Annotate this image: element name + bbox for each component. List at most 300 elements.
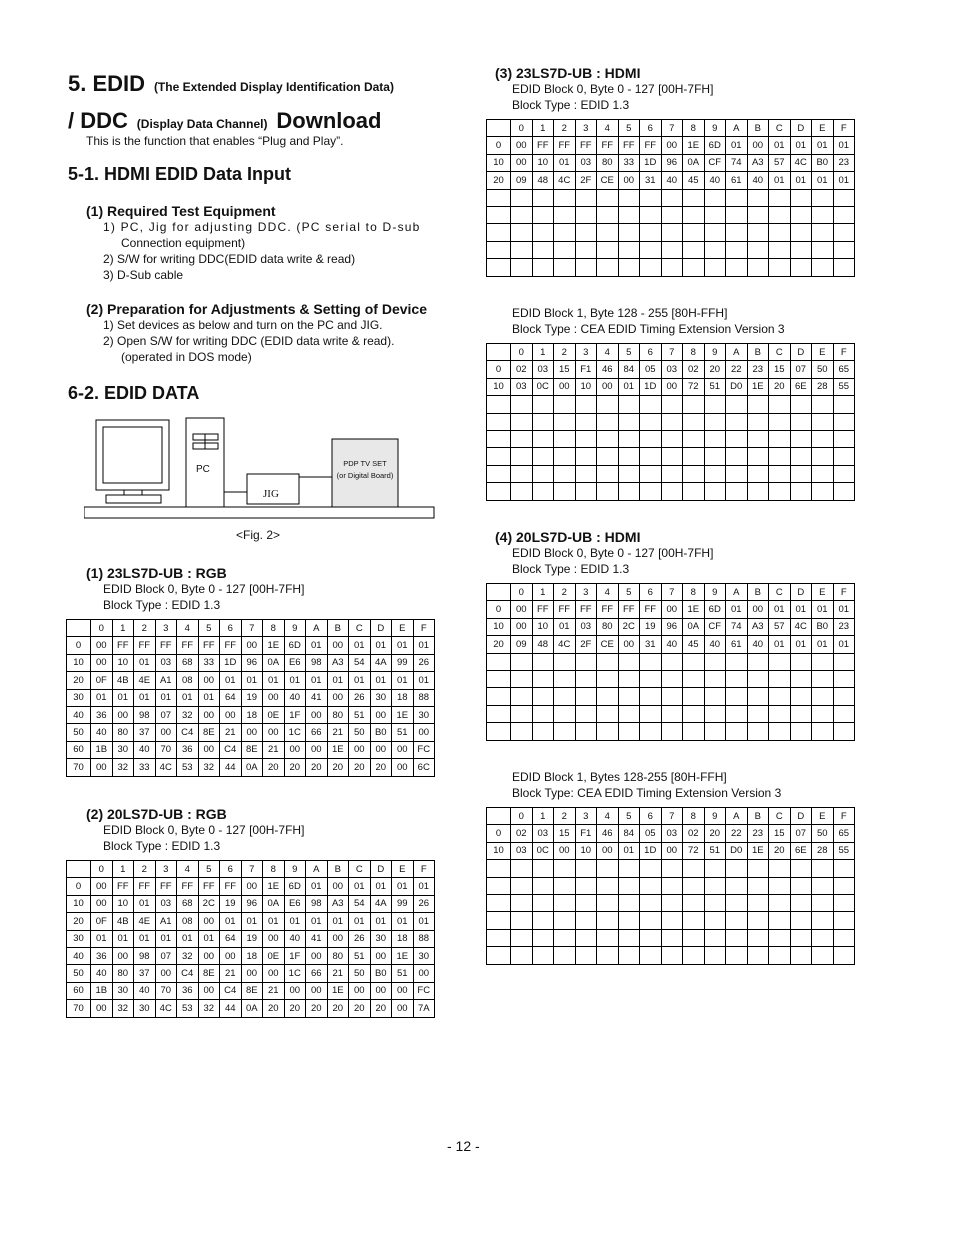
byte-cell: 4C xyxy=(790,154,812,171)
byte-cell: 20 xyxy=(370,1000,392,1017)
byte-cell: 1C xyxy=(284,724,306,741)
table-row xyxy=(487,601,855,618)
table-desc: Block Type : EDID 1.3 xyxy=(512,562,630,576)
byte-cell xyxy=(812,877,834,894)
byte-cell: 96 xyxy=(661,618,683,635)
byte-cell: 01 xyxy=(112,930,134,947)
byte-cell xyxy=(683,413,705,430)
table-row xyxy=(487,842,855,859)
table-desc: EDID Block 0, Byte 0 - 127 [00H-7FH] xyxy=(512,546,714,560)
byte-cell xyxy=(726,860,748,877)
header-cell: 1 xyxy=(532,808,554,825)
byte-cell: 00 xyxy=(327,637,349,654)
row-offset-cell: 20 xyxy=(67,913,91,930)
byte-cell xyxy=(532,705,554,722)
byte-cell: 88 xyxy=(413,689,435,706)
byte-cell: 30 xyxy=(370,689,392,706)
byte-cell xyxy=(511,653,533,670)
header-cell: 1 xyxy=(532,344,554,361)
header-cell xyxy=(487,584,511,601)
byte-cell xyxy=(747,189,769,206)
byte-cell: 1B xyxy=(91,741,113,758)
byte-cell: 00 xyxy=(263,724,285,741)
byte-cell: 20 xyxy=(284,1000,306,1017)
byte-cell: 00 xyxy=(198,982,220,999)
header-cell: A xyxy=(306,861,328,878)
byte-cell: 00 xyxy=(112,706,134,723)
byte-cell xyxy=(618,224,640,241)
byte-cell: A3 xyxy=(327,654,349,671)
byte-cell xyxy=(532,430,554,447)
byte-cell: 84 xyxy=(618,361,640,378)
byte-cell xyxy=(769,670,791,687)
byte-cell: 40 xyxy=(91,724,113,741)
byte-cell: 61 xyxy=(726,636,748,653)
byte-cell: 00 xyxy=(198,672,220,689)
byte-cell: 01 xyxy=(812,601,834,618)
byte-cell xyxy=(554,929,576,946)
table-row xyxy=(487,361,855,378)
header-cell: 5 xyxy=(198,620,220,637)
byte-cell xyxy=(812,241,834,258)
table-row xyxy=(487,636,855,653)
byte-cell xyxy=(554,259,576,276)
byte-cell: 01 xyxy=(812,172,834,189)
header-cell: 2 xyxy=(134,861,156,878)
byte-cell xyxy=(575,705,597,722)
header-cell: E xyxy=(392,861,414,878)
byte-cell: 00 xyxy=(597,842,619,859)
table-desc: Block Type: CEA EDID Timing Extension Version 3 xyxy=(512,786,782,800)
byte-cell: 74 xyxy=(726,618,748,635)
row-offset-cell: 0 xyxy=(487,825,511,842)
byte-cell: 20 xyxy=(349,759,371,776)
byte-cell: 01 xyxy=(155,689,177,706)
byte-cell xyxy=(554,705,576,722)
byte-cell xyxy=(683,894,705,911)
byte-cell: 55 xyxy=(833,378,855,395)
table-row xyxy=(487,259,855,276)
byte-cell: 80 xyxy=(327,947,349,964)
header-cell: 2 xyxy=(554,584,576,601)
byte-cell xyxy=(661,413,683,430)
byte-cell xyxy=(661,259,683,276)
byte-cell xyxy=(833,189,855,206)
byte-cell xyxy=(833,877,855,894)
byte-cell xyxy=(618,465,640,482)
byte-cell: 01 xyxy=(263,913,285,930)
byte-cell xyxy=(618,430,640,447)
byte-cell: 01 xyxy=(618,378,640,395)
byte-cell: 2F xyxy=(575,636,597,653)
byte-cell: 22 xyxy=(726,361,748,378)
row-offset-cell: 10 xyxy=(67,895,91,912)
byte-cell: 01 xyxy=(327,913,349,930)
byte-cell xyxy=(597,688,619,705)
byte-cell xyxy=(726,877,748,894)
byte-cell xyxy=(640,465,662,482)
byte-cell: 74 xyxy=(726,154,748,171)
byte-cell: 21 xyxy=(263,982,285,999)
row-offset-cell: 0 xyxy=(487,361,511,378)
byte-cell: 4E xyxy=(134,672,156,689)
byte-cell: 08 xyxy=(177,672,199,689)
byte-cell: 01 xyxy=(618,842,640,859)
byte-cell: 84 xyxy=(618,825,640,842)
header-cell: 4 xyxy=(177,861,199,878)
byte-cell xyxy=(812,465,834,482)
byte-cell: 01 xyxy=(177,930,199,947)
byte-cell xyxy=(769,259,791,276)
byte-cell xyxy=(575,224,597,241)
byte-cell: 44 xyxy=(220,1000,242,1017)
byte-cell xyxy=(726,448,748,465)
table-row xyxy=(487,241,855,258)
byte-cell xyxy=(661,947,683,964)
header-cell: 0 xyxy=(91,620,113,637)
byte-cell xyxy=(747,448,769,465)
byte-cell: 01 xyxy=(306,637,328,654)
byte-cell: 40 xyxy=(91,965,113,982)
header-cell xyxy=(487,344,511,361)
byte-cell: 6D xyxy=(284,637,306,654)
table-header-row xyxy=(487,344,855,361)
byte-cell xyxy=(575,929,597,946)
table-row xyxy=(67,654,435,671)
byte-cell: FC xyxy=(413,982,435,999)
byte-cell xyxy=(532,653,554,670)
byte-cell: 01 xyxy=(91,930,113,947)
table-row xyxy=(487,430,855,447)
byte-cell xyxy=(554,653,576,670)
byte-cell xyxy=(747,688,769,705)
byte-cell xyxy=(683,189,705,206)
byte-cell: 01 xyxy=(370,878,392,895)
byte-cell: 19 xyxy=(220,895,242,912)
header-cell: 0 xyxy=(91,861,113,878)
byte-cell: 20 xyxy=(349,1000,371,1017)
header-cell: 8 xyxy=(263,861,285,878)
byte-cell: 01 xyxy=(833,601,855,618)
byte-cell xyxy=(726,483,748,500)
byte-cell xyxy=(661,705,683,722)
byte-cell: 00 xyxy=(91,637,113,654)
byte-cell: FF xyxy=(220,637,242,654)
header-cell: 9 xyxy=(284,620,306,637)
byte-cell xyxy=(790,929,812,946)
byte-cell: 00 xyxy=(618,172,640,189)
header-cell: B xyxy=(747,808,769,825)
byte-cell xyxy=(575,483,597,500)
byte-cell xyxy=(704,448,726,465)
byte-cell: 01 xyxy=(220,672,242,689)
byte-cell xyxy=(597,396,619,413)
byte-cell xyxy=(769,396,791,413)
byte-cell xyxy=(704,877,726,894)
byte-cell: 01 xyxy=(263,672,285,689)
row-offset-cell: 50 xyxy=(67,965,91,982)
byte-cell: 98 xyxy=(306,654,328,671)
byte-cell: 4C xyxy=(554,172,576,189)
header-cell: 0 xyxy=(511,808,533,825)
byte-cell: 01 xyxy=(370,672,392,689)
byte-cell: 00 xyxy=(241,637,263,654)
byte-cell xyxy=(812,206,834,223)
table-row xyxy=(487,894,855,911)
header-cell: C xyxy=(769,808,791,825)
connection-diagram xyxy=(84,412,436,522)
table-row xyxy=(487,378,855,395)
byte-cell: 32 xyxy=(198,759,220,776)
byte-cell: 02 xyxy=(683,825,705,842)
byte-cell: 20 xyxy=(306,759,328,776)
byte-cell xyxy=(618,448,640,465)
byte-cell: 20 xyxy=(263,1000,285,1017)
byte-cell xyxy=(597,670,619,687)
byte-cell: FF xyxy=(177,878,199,895)
byte-cell xyxy=(683,653,705,670)
byte-cell: 03 xyxy=(532,361,554,378)
byte-cell xyxy=(726,189,748,206)
byte-cell xyxy=(769,448,791,465)
byte-cell xyxy=(511,912,533,929)
byte-cell: 0A xyxy=(241,759,263,776)
byte-cell xyxy=(597,189,619,206)
req-item: 3) D-Sub cable xyxy=(103,268,184,282)
header-cell: 8 xyxy=(683,808,705,825)
byte-cell xyxy=(640,224,662,241)
byte-cell: 48 xyxy=(532,636,554,653)
byte-cell: 01 xyxy=(833,137,855,154)
byte-cell xyxy=(833,670,855,687)
byte-cell xyxy=(790,396,812,413)
byte-cell: B0 xyxy=(370,965,392,982)
byte-cell xyxy=(640,259,662,276)
table-row xyxy=(487,653,855,670)
row-offset-cell xyxy=(487,653,511,670)
byte-cell xyxy=(661,448,683,465)
header-cell: D xyxy=(790,120,812,137)
byte-cell xyxy=(790,877,812,894)
byte-cell: 80 xyxy=(597,618,619,635)
byte-cell xyxy=(790,206,812,223)
byte-cell: 30 xyxy=(134,1000,156,1017)
byte-cell: 33 xyxy=(134,759,156,776)
table-row xyxy=(487,154,855,171)
byte-cell: 57 xyxy=(769,618,791,635)
byte-cell xyxy=(511,947,533,964)
byte-cell: 18 xyxy=(241,947,263,964)
byte-cell xyxy=(511,206,533,223)
byte-cell: 00 xyxy=(263,689,285,706)
byte-cell: 01 xyxy=(198,930,220,947)
byte-cell: 1D xyxy=(220,654,242,671)
header-cell: A xyxy=(726,344,748,361)
header-cell: D xyxy=(370,620,392,637)
header-cell: 2 xyxy=(554,344,576,361)
byte-cell xyxy=(704,723,726,740)
byte-cell: 03 xyxy=(511,842,533,859)
byte-cell: 03 xyxy=(511,378,533,395)
byte-cell: 15 xyxy=(769,825,791,842)
header-cell: 3 xyxy=(575,584,597,601)
edid-table xyxy=(486,343,855,501)
header-cell: 0 xyxy=(511,344,533,361)
byte-cell: 40 xyxy=(747,172,769,189)
byte-cell xyxy=(511,224,533,241)
byte-cell xyxy=(640,241,662,258)
row-offset-cell xyxy=(487,670,511,687)
header-cell: B xyxy=(747,120,769,137)
byte-cell: 40 xyxy=(134,741,156,758)
table-desc: Block Type : EDID 1.3 xyxy=(103,598,221,612)
byte-cell xyxy=(747,947,769,964)
header-cell: B xyxy=(327,620,349,637)
byte-cell xyxy=(554,396,576,413)
byte-cell xyxy=(511,705,533,722)
byte-cell xyxy=(747,912,769,929)
byte-cell: 00 xyxy=(597,378,619,395)
byte-cell: 1E xyxy=(392,947,414,964)
byte-cell xyxy=(661,465,683,482)
byte-cell xyxy=(640,947,662,964)
byte-cell xyxy=(812,688,834,705)
byte-cell xyxy=(575,947,597,964)
byte-cell: C4 xyxy=(177,724,199,741)
table-row xyxy=(487,465,855,482)
byte-cell xyxy=(532,894,554,911)
byte-cell: 00 xyxy=(263,930,285,947)
byte-cell: 0A xyxy=(683,154,705,171)
byte-cell: 00 xyxy=(747,601,769,618)
byte-cell xyxy=(683,723,705,740)
table-row xyxy=(487,723,855,740)
table-header-row xyxy=(487,120,855,137)
byte-cell: 00 xyxy=(220,706,242,723)
table-block-3 xyxy=(486,65,855,277)
byte-cell xyxy=(640,894,662,911)
byte-cell: 45 xyxy=(683,172,705,189)
header-cell xyxy=(67,861,91,878)
byte-cell xyxy=(683,465,705,482)
req-item: 2) S/W for writing DDC(EDID data write & read) xyxy=(103,252,356,266)
header-cell: 7 xyxy=(241,861,263,878)
row-offset-cell xyxy=(487,465,511,482)
byte-cell xyxy=(704,860,726,877)
byte-cell xyxy=(661,653,683,670)
byte-cell: 01 xyxy=(306,878,328,895)
byte-cell: 68 xyxy=(177,654,199,671)
header-cell: 4 xyxy=(597,344,619,361)
byte-cell xyxy=(511,448,533,465)
byte-cell: B0 xyxy=(812,618,834,635)
byte-cell xyxy=(704,705,726,722)
byte-cell xyxy=(812,430,834,447)
byte-cell: 00 xyxy=(91,759,113,776)
byte-cell xyxy=(833,224,855,241)
edid-table xyxy=(486,807,855,965)
byte-cell xyxy=(575,396,597,413)
byte-cell xyxy=(661,224,683,241)
section-5-1-title: 5-1. HDMI EDID Data Input xyxy=(68,164,292,184)
byte-cell xyxy=(554,430,576,447)
byte-cell xyxy=(618,413,640,430)
byte-cell xyxy=(790,448,812,465)
header-cell xyxy=(487,120,511,137)
byte-cell: 55 xyxy=(833,842,855,859)
byte-cell xyxy=(661,430,683,447)
row-offset-cell: 40 xyxy=(67,947,91,964)
byte-cell xyxy=(618,723,640,740)
byte-cell xyxy=(532,860,554,877)
byte-cell xyxy=(812,860,834,877)
byte-cell xyxy=(790,947,812,964)
byte-cell: 01 xyxy=(198,689,220,706)
byte-cell: 00 xyxy=(198,947,220,964)
byte-cell: 51 xyxy=(392,724,414,741)
byte-cell xyxy=(640,860,662,877)
byte-cell: 01 xyxy=(769,137,791,154)
row-offset-cell xyxy=(487,448,511,465)
byte-cell: 00 xyxy=(91,1000,113,1017)
byte-cell xyxy=(575,860,597,877)
byte-cell xyxy=(597,912,619,929)
byte-cell: 00 xyxy=(241,724,263,741)
byte-cell xyxy=(597,894,619,911)
byte-cell: A3 xyxy=(747,154,769,171)
header-cell: 1 xyxy=(112,861,134,878)
byte-cell: 05 xyxy=(640,361,662,378)
byte-cell xyxy=(640,670,662,687)
table-row xyxy=(487,618,855,635)
header-cell: 8 xyxy=(683,584,705,601)
byte-cell xyxy=(618,396,640,413)
byte-cell xyxy=(640,877,662,894)
byte-cell: 6D xyxy=(704,137,726,154)
byte-cell xyxy=(683,259,705,276)
byte-cell: 01 xyxy=(812,636,834,653)
header-cell: D xyxy=(790,584,812,601)
header-cell xyxy=(67,620,91,637)
byte-cell: 01 xyxy=(349,913,371,930)
byte-cell xyxy=(511,929,533,946)
byte-cell xyxy=(575,430,597,447)
byte-cell xyxy=(618,483,640,500)
row-offset-cell: 60 xyxy=(67,982,91,999)
byte-cell: 1E xyxy=(327,982,349,999)
row-offset-cell xyxy=(487,688,511,705)
byte-cell xyxy=(661,670,683,687)
byte-cell xyxy=(597,430,619,447)
byte-cell: 00 xyxy=(554,378,576,395)
header-cell: 5 xyxy=(198,861,220,878)
byte-cell xyxy=(511,894,533,911)
byte-cell: 03 xyxy=(661,361,683,378)
byte-cell: 7A xyxy=(413,1000,435,1017)
byte-cell xyxy=(511,189,533,206)
byte-cell: 09 xyxy=(511,636,533,653)
table-row xyxy=(487,877,855,894)
byte-cell: 96 xyxy=(241,654,263,671)
byte-cell xyxy=(554,912,576,929)
byte-cell xyxy=(554,877,576,894)
req-item: Connection equipment) xyxy=(121,236,246,250)
byte-cell: FF xyxy=(554,601,576,618)
byte-cell xyxy=(661,860,683,877)
table-row xyxy=(487,825,855,842)
byte-cell xyxy=(575,413,597,430)
prep-item: (operated in DOS mode) xyxy=(121,350,252,364)
